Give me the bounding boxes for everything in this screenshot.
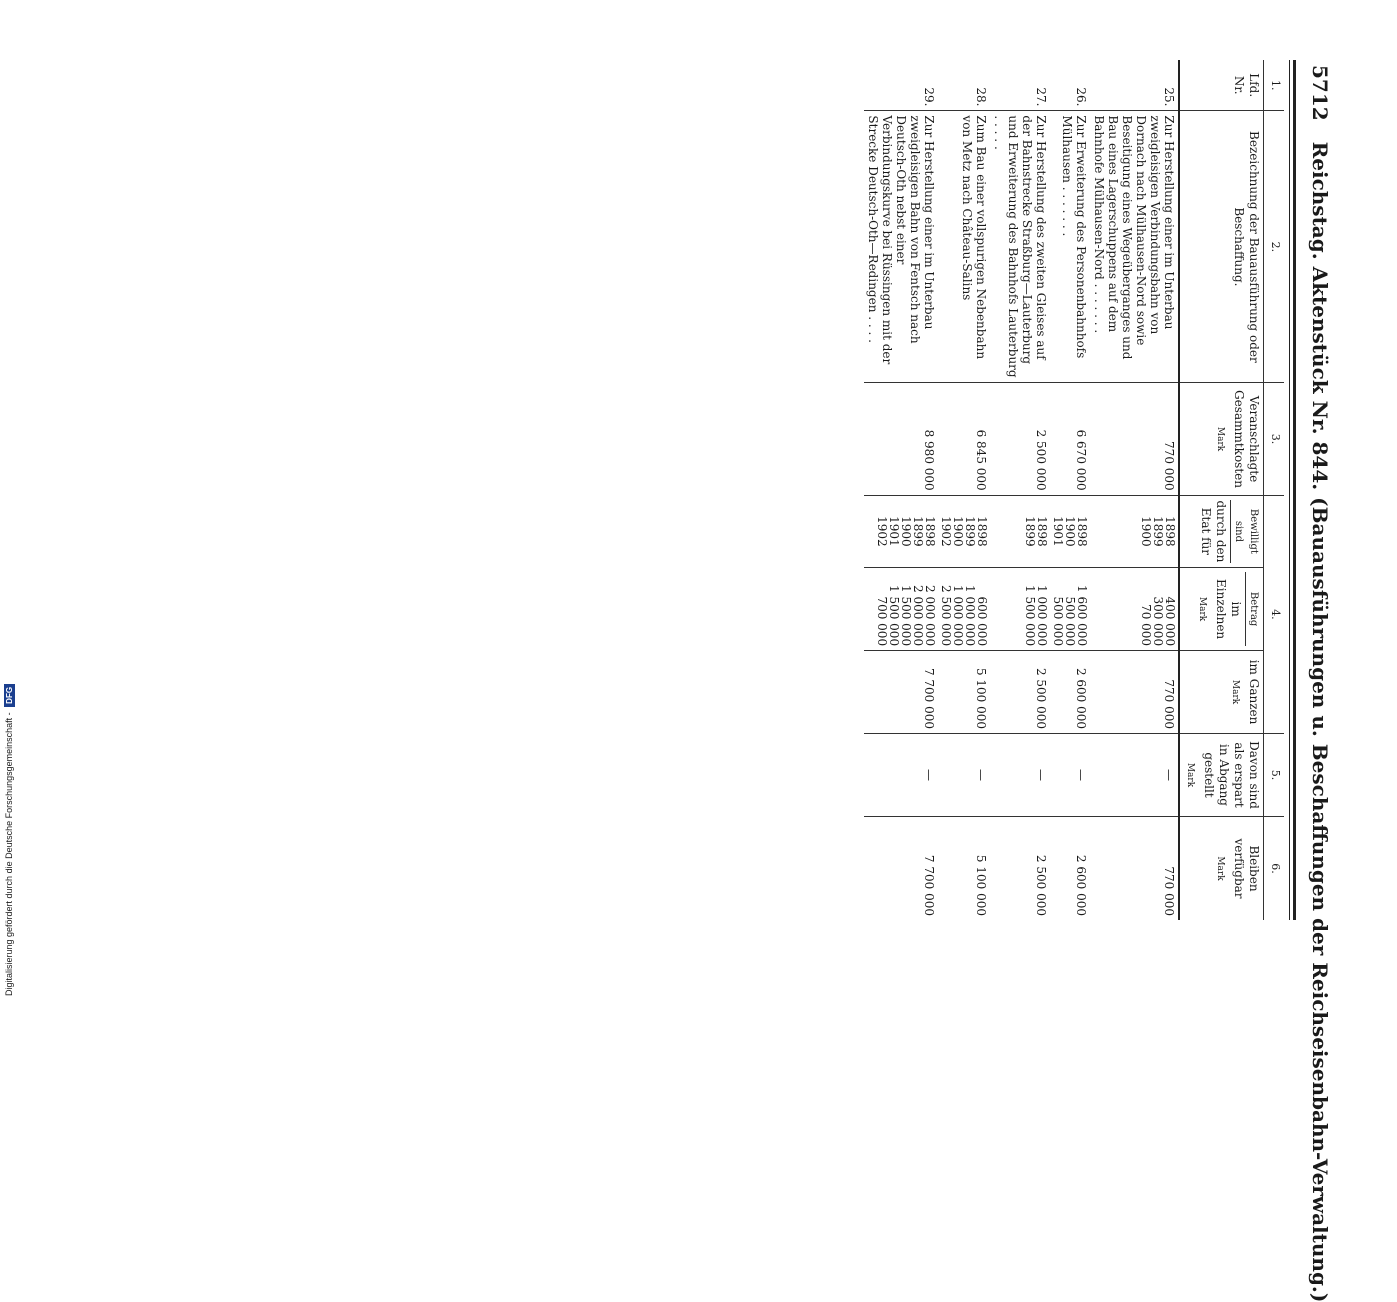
header-veranschlagte-label: Veranschlagte Gesammtkosten xyxy=(1232,390,1261,488)
amount-value: 400 000 xyxy=(1163,596,1177,647)
header-ganzen xyxy=(1179,651,1264,734)
year-value: 1899 xyxy=(911,516,925,547)
row-number: 26. xyxy=(1074,87,1088,107)
year-value: 1899 xyxy=(1151,516,1165,547)
amount-value: 300 000 xyxy=(1151,596,1165,647)
year-value: 1898 xyxy=(975,516,989,547)
year-value: 1898 xyxy=(923,516,937,547)
header-durch-etat-label: durch den Etat für xyxy=(1199,500,1228,563)
year-value: 1900 xyxy=(1063,516,1077,547)
table-row xyxy=(1090,60,1179,920)
row-kosten: 770 000 xyxy=(1090,383,1179,495)
header-davon xyxy=(1179,734,1264,817)
unit-label: Mark xyxy=(1215,426,1225,452)
year-value: 1898 xyxy=(1163,516,1177,547)
amount-value: 1 000 000 xyxy=(1035,585,1049,647)
row-verfuegbar: 2 500 000 xyxy=(990,816,1050,920)
year-value: 1899 xyxy=(963,516,977,547)
row-years xyxy=(938,495,990,567)
unit-label: Mark xyxy=(1215,856,1225,881)
header-davon-label: Davon sind als erspart in Abgang gestellt xyxy=(1202,741,1261,809)
row-years xyxy=(990,495,1050,567)
column-number: 2. xyxy=(1264,111,1285,383)
header-bewilligt-label: Bewilligt sind xyxy=(1230,500,1261,563)
header-rule xyxy=(1293,60,1296,920)
row-erspart: — xyxy=(938,734,990,817)
row-erspart: — xyxy=(864,734,938,817)
amount-value: 1 500 000 xyxy=(1023,585,1037,647)
row-total: 2 600 000 xyxy=(1050,651,1090,734)
row-description: Zur Herstellung einer im Unterbau zweigleisigen Bahn von Fentsch nach Deutsch-Oth nebst einer Verbindungskurve bei Rüssingen mit der Strecke Deutsch-Oth—Redingen . . . . xyxy=(864,111,938,383)
row-verfuegbar: 770 000 xyxy=(1090,816,1179,920)
row-kosten: 2 500 000 xyxy=(990,383,1050,495)
header-veranschlagte xyxy=(1179,383,1264,495)
amount-value: 1 600 000 xyxy=(1075,585,1089,647)
row-description: Zur Herstellung des zweiten Gleises auf der Bahnstrecke Straßburg—Lauterburg und Erweiterung des Bahnhofs Lauterburg . . . . . xyxy=(990,111,1050,383)
unit-label: Mark xyxy=(1185,762,1195,788)
row-verfuegbar: 7 700 000 xyxy=(864,816,938,920)
column-number: 6. xyxy=(1264,816,1285,920)
year-value: 1899 xyxy=(1023,516,1037,547)
row-total: 5 100 000 xyxy=(938,651,990,734)
column-number: 4. xyxy=(1264,495,1285,733)
digitization-credit xyxy=(4,686,15,996)
page-header xyxy=(1298,65,1332,1302)
amount-value: 700 000 xyxy=(875,596,889,647)
header-bleiben xyxy=(1179,816,1264,920)
table-row xyxy=(990,60,1050,920)
header-betrag-label: Betrag xyxy=(1245,572,1261,646)
amount-value: 1 000 000 xyxy=(951,585,965,647)
header-lfd-nr: Lfd. Nr. xyxy=(1232,73,1261,98)
amount-value: 600 000 xyxy=(975,596,989,647)
row-kosten: 6 670 000 xyxy=(1050,383,1090,495)
header-bleiben-label: Bleiben verfügbar xyxy=(1232,838,1261,899)
year-value: 1900 xyxy=(1139,516,1153,547)
row-years xyxy=(864,495,938,567)
row-verfuegbar: 2 600 000 xyxy=(1050,816,1090,920)
amount-value: 70 000 xyxy=(1139,604,1153,647)
row-description: Zur Herstellung einer im Unterbau zweigleisigen Verbindungsbahn von Dornach nach Mülhausen-Nord sowie Beseitigung eines Wegeüberganges und Bau eines Lagerschuppens auf dem Bahnhofe Mülhausen-Nord . . . . . . . xyxy=(1090,111,1179,383)
row-years xyxy=(1050,495,1090,567)
unit-label: Mark xyxy=(1230,679,1240,705)
row-years xyxy=(1090,495,1179,567)
amount-value: 1 500 000 xyxy=(887,585,901,647)
row-verfuegbar: 5 100 000 xyxy=(938,816,990,920)
header-bezeichnung: Bezeichnung der Bauausführung oder Beschaffung. xyxy=(1179,111,1264,383)
row-number: 25. xyxy=(1162,87,1176,107)
column-number: 5. xyxy=(1264,734,1285,817)
unit-label: Mark xyxy=(1197,596,1207,622)
amount-value: 2 000 000 xyxy=(923,585,937,647)
header-ganzen-label: im Ganzen xyxy=(1247,659,1261,725)
row-amounts xyxy=(1050,568,1090,651)
table-row xyxy=(938,60,990,920)
row-kosten: 6 845 000 xyxy=(938,383,990,495)
amount-value: 2 000 000 xyxy=(911,585,925,647)
row-total: 2 500 000 xyxy=(990,651,1050,734)
year-value: 1898 xyxy=(1035,516,1049,547)
year-value: 1901 xyxy=(887,516,901,547)
header-einzelnen xyxy=(1179,568,1264,651)
page-title: Reichstag. Aktenstück Nr. 844. (Bauausführungen u. Beschaffungen der Reichseisenbahn-Verwaltung.) xyxy=(1308,141,1332,1302)
row-number: 29. xyxy=(922,87,936,107)
year-value: 1901 xyxy=(1051,516,1065,547)
amount-value: 500 000 xyxy=(1063,596,1077,647)
amount-value: 500 000 xyxy=(1051,596,1065,647)
row-total: 770 000 xyxy=(1090,651,1179,734)
row-erspart: — xyxy=(1050,734,1090,817)
row-erspart: — xyxy=(990,734,1050,817)
row-number: 27. xyxy=(1034,87,1048,107)
year-value: 1900 xyxy=(899,516,913,547)
column-header-row xyxy=(1179,60,1264,920)
column-number: 3. xyxy=(1264,383,1285,495)
row-amounts xyxy=(938,568,990,651)
amount-value: 1 500 000 xyxy=(899,585,913,647)
row-amounts xyxy=(864,568,938,651)
header-einzelnen-label: im Einzelnen xyxy=(1214,579,1243,640)
budget-table xyxy=(864,60,1284,920)
row-kosten: 8 980 000 xyxy=(864,383,938,495)
table-row xyxy=(864,60,938,920)
row-number: 28. xyxy=(974,87,988,107)
header-durch-etat xyxy=(1179,495,1264,567)
header-rule-thin xyxy=(1289,60,1290,920)
credit-text: Digitalisierung gefördert durch die Deutsche Forschungsgemeinschaft - xyxy=(4,712,14,996)
year-value: 1902 xyxy=(875,516,889,547)
row-amounts xyxy=(990,568,1050,651)
column-number-row xyxy=(1264,60,1285,920)
amount-value: 1 000 000 xyxy=(963,585,977,647)
dfg-logo: DFG xyxy=(4,684,15,707)
row-description: Zum Bau einer vollspurigen Nebenbahn von Metz nach Château-Salins xyxy=(938,111,990,383)
row-amounts xyxy=(1090,568,1179,651)
table-row xyxy=(1050,60,1090,920)
column-number: 1. xyxy=(1264,60,1285,111)
row-total: 7 700 000 xyxy=(864,651,938,734)
document-page xyxy=(60,60,1340,1302)
year-value: 1902 xyxy=(939,516,953,547)
row-erspart: — xyxy=(1090,734,1179,817)
year-value: 1898 xyxy=(1075,516,1089,547)
row-description: Zur Erweiterung des Personenbahnhofs Mülhausen . . . . . . . xyxy=(1050,111,1090,383)
year-value: 1900 xyxy=(951,516,965,547)
page-number: 5712 xyxy=(1308,65,1332,121)
amount-value: 2 500 000 xyxy=(939,585,953,647)
